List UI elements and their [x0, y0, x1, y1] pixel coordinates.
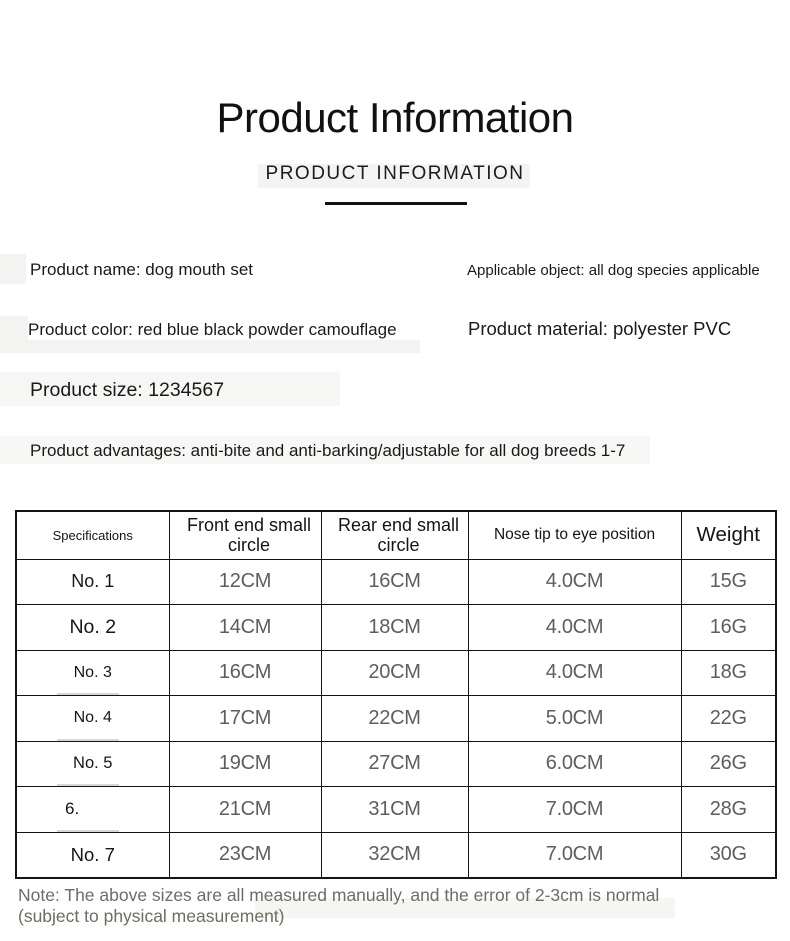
table-header-row — [16, 511, 776, 559]
nose-cell: 4.0CM — [468, 605, 681, 651]
front-cell: 23CM — [169, 832, 321, 878]
spec-cell: No. 3 — [16, 650, 169, 696]
size-table — [15, 510, 777, 879]
product-color-line: Product color: red blue black powder camouflage — [28, 320, 397, 339]
weight-cell: 18G — [681, 650, 776, 696]
rear-cell: 32CM — [321, 832, 468, 878]
spec-cell: No. 4 — [16, 696, 169, 742]
table-row — [16, 832, 776, 878]
rear-cell: 20CM — [321, 650, 468, 696]
page-title: Product Information — [216, 94, 574, 141]
spec-cell: No. 2 — [16, 605, 169, 651]
nose-cell: 6.0CM — [468, 741, 681, 787]
col-header-weight: Weight — [681, 511, 776, 559]
nose-cell: 4.0CM — [468, 650, 681, 696]
measurement-note — [18, 885, 763, 927]
front-cell: 14CM — [169, 605, 321, 651]
weight-cell: 28G — [681, 787, 776, 833]
front-cell: 19CM — [169, 741, 321, 787]
table-row — [16, 741, 776, 787]
weight-cell: 22G — [681, 696, 776, 742]
applicable-object-line: Applicable object: all dog species applicable — [467, 262, 760, 279]
table-row — [16, 696, 776, 742]
rear-cell: 31CM — [321, 787, 468, 833]
rear-cell: 16CM — [321, 559, 468, 605]
page-subtitle: PRODUCT INFORMATION — [265, 163, 525, 184]
front-cell: 21CM — [169, 787, 321, 833]
weight-cell: 30G — [681, 832, 776, 878]
spec-cell: 6. — [16, 787, 169, 833]
spec-cell: No. 5 — [16, 741, 169, 787]
nose-cell: 5.0CM — [468, 696, 681, 742]
weight-cell: 16G — [681, 605, 776, 651]
weight-cell: 15G — [681, 559, 776, 605]
col-header-front-end-small-circle: Front end small circle — [169, 511, 321, 559]
col-header-nose-tip-to-eye-position: Nose tip to eye position — [468, 511, 681, 559]
front-cell: 12CM — [169, 559, 321, 605]
table-row — [16, 559, 776, 605]
spec-cell: No. 1 — [16, 559, 169, 605]
spec-cell: No. 7 — [16, 832, 169, 878]
subtitle-underline — [325, 202, 467, 205]
weight-cell: 26G — [681, 741, 776, 787]
col-header-specifications: Specifications — [16, 511, 169, 559]
col-header-rear-end-small-circle: Rear end small circle — [321, 511, 468, 559]
measurement-note-line1: Note: The above sizes are all measured manually, and the error of 2-3cm is normal — [18, 885, 660, 905]
nose-cell: 7.0CM — [468, 787, 681, 833]
table-row — [16, 787, 776, 833]
nose-cell: 4.0CM — [468, 559, 681, 605]
overlay-smudge — [0, 254, 26, 284]
rear-cell: 18CM — [321, 605, 468, 651]
nose-cell: 7.0CM — [468, 832, 681, 878]
product-material-line: Product material: polyester PVC — [468, 318, 732, 339]
product-advantages-line: Product advantages: anti-bite and anti-barking/adjustable for all dog breeds 1-7 — [30, 441, 626, 460]
overlay-smudge — [0, 340, 420, 353]
product-name-line: Product name: dog mouth set — [30, 260, 254, 279]
front-cell: 17CM — [169, 696, 321, 742]
table-row — [16, 605, 776, 651]
rear-cell: 27CM — [321, 741, 468, 787]
table-row — [16, 650, 776, 696]
product-size-line: Product size: 1234567 — [30, 379, 225, 401]
measurement-note-line2: (subject to physical measurement) — [18, 906, 285, 926]
front-cell: 16CM — [169, 650, 321, 696]
rear-cell: 22CM — [321, 696, 468, 742]
